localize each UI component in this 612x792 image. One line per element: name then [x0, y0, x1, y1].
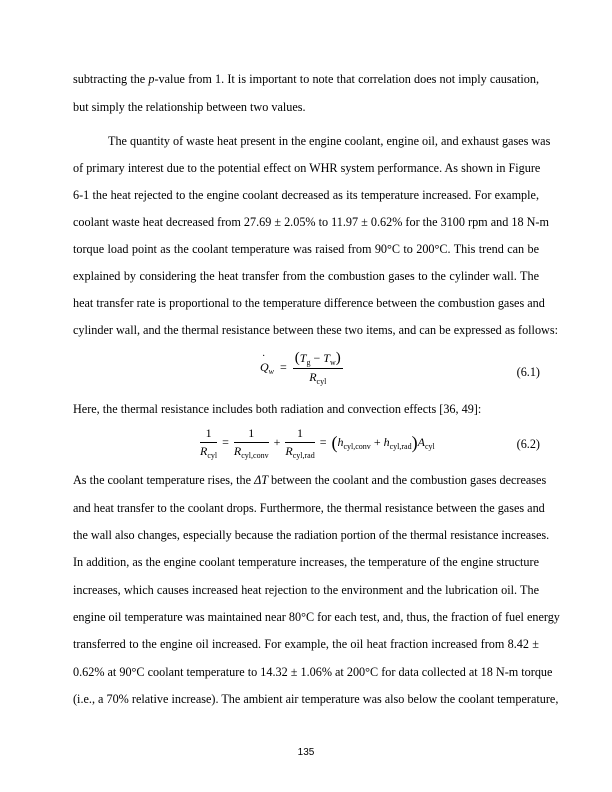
equation-number-6-2: (6.2)	[516, 437, 540, 451]
equation-6-2: $\frac{1}{R_{cyl}}$ = $\frac{1}{R_{cyl,conv}}$ + $\frac{1}{R_{cyl,rad}}$ = $(h_{cyl,conv} + h_{cyl,rad})A_{cyl}$	[200, 426, 435, 460]
text-line-1: subtracting the p-value from 1. It is important to note that correlation does not imply causation,	[73, 72, 539, 86]
page-number: 135	[297, 747, 315, 758]
text-line-11: Here, the thermal resistance includes both radiation and convection effects [36, 49]:	[73, 402, 482, 416]
text-line-19: 0.62% at 90°C coolant temperature to 14.32 ± 1.06% at 200°C for data collected at 18 N-m torque	[73, 665, 553, 679]
text-line-20: (i.e., a 70% relative increase). The ambient air temperature was also below the coolant temperature,	[73, 692, 559, 706]
text-line-8: explained by considering the heat transfer from the combustion gases to the cylinder wall. The	[73, 269, 539, 283]
text-line-6: coolant waste heat decreased from 27.69 ± 2.05% to 11.97 ± 0.62% for the 3100 rpm and 18 N-m	[73, 215, 549, 229]
text-line-12: As the coolant temperature rises, the ΔT between the coolant and the combustion gases decreases	[73, 473, 547, 487]
text-line-7: torque load point as the coolant temperature was raised from 90°C to 200°C. This trend can be	[73, 242, 539, 256]
text-line-18: transferred to the engine oil increased. For example, the oil heat fraction increased from 8.42 ±	[73, 637, 539, 651]
equation-number-6-1: (6.1)	[516, 365, 540, 379]
eq1-fraction: $\frac{(T_g - T_w)}{R_{cyl}}$	[294, 350, 341, 386]
text-line-17: engine oil temperature was maintained near 80°C for each test, and, thus, the fraction of fuel energy	[73, 610, 560, 624]
text-line-3: The quantity of waste heat present in the engine coolant, engine oil, and exhaust gases was	[108, 134, 551, 148]
equation-6-1: Q · $_w$ = $\frac{(T_g - T_w)}{R_{cyl}}$	[260, 350, 341, 386]
eq1-lhs: Q · $_w$	[260, 350, 275, 376]
text-line-10: cylinder wall, and the thermal resistance between these two items, and can be expressed as follows:	[73, 323, 558, 337]
text-line-14: the wall also changes, especially because the radiation portion of the thermal resistance increases.	[73, 528, 550, 542]
text-line-13: and heat transfer to the coolant drops. Furthermore, the thermal resistance between the gases and	[73, 501, 545, 515]
text-line-2: but simply the relationship between two values.	[73, 100, 306, 114]
text-line-16: increases, which causes increased heat rejection to the environment and the lubrication oil. The	[73, 583, 539, 597]
text-line-5: 6-1 the heat rejected to the engine coolant decreased as its temperature increased. For example,	[73, 188, 539, 202]
text-line-15: In addition, as the engine coolant temperature increases, the temperature of the engine structure	[73, 555, 539, 569]
text-line-9: heat transfer rate is proportional to the temperature difference between the combustion gases and	[73, 296, 545, 310]
text-line-4: of primary interest due to the potential effect on WHR system performance. As shown in Figure	[73, 161, 541, 175]
